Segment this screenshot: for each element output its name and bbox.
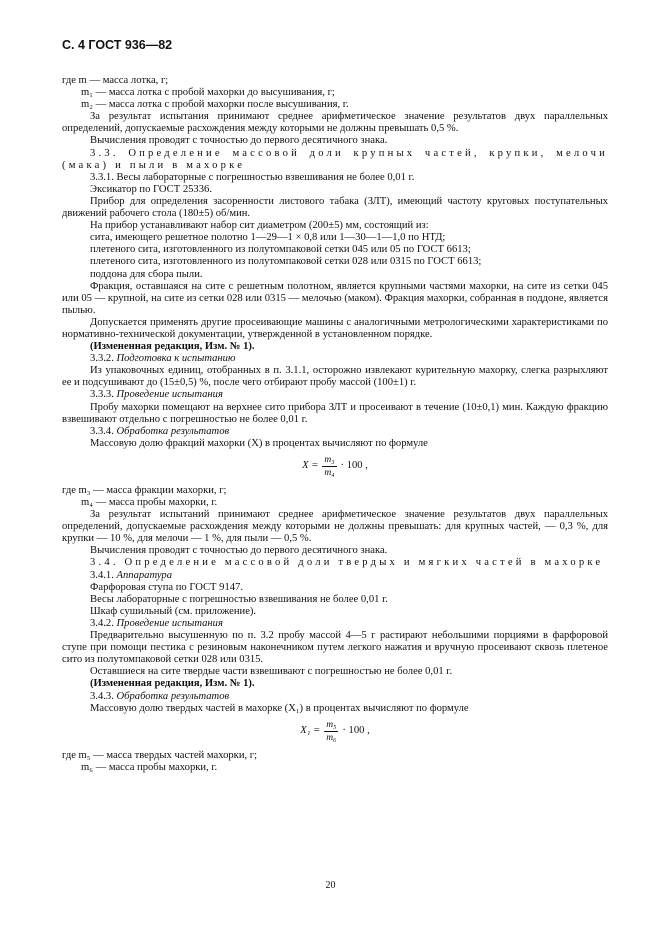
subsection-title: Проведение испытания [116, 389, 223, 401]
subsection-number: 3.4.3. [90, 690, 114, 702]
paragraph: Весы лабораторные с погрешностью взвешивания не более 0,01 г. [90, 593, 388, 605]
subsection-heading [62, 353, 608, 365]
page-header: С. 4 ГОСТ 936—82 [62, 38, 173, 52]
fraction-numerator: m₃ [324, 454, 335, 465]
text-line: где m₃ — масса фракции махорки, г; [62, 484, 227, 496]
subsection-heading [62, 618, 608, 630]
paragraph: Прибор для определения засоренности листового табака (ЗЛТ), имеющий частоту круговых поступательных движений рабочего стола (180±5) об/мин. [62, 195, 608, 220]
fraction [322, 455, 336, 478]
paragraph: Оставшиеся на сите твердые части взвешивают с погрешностью не более 0,01 г. [90, 666, 453, 678]
paragraph: Шкаф сушильный (см. приложение). [90, 605, 257, 617]
page-number: 20 [325, 880, 336, 891]
paragraph: Массовую долю фракций махорки (X) в процентах вычисляют по формуле [90, 437, 428, 449]
subsection-number: 3.3.3. [90, 389, 114, 401]
subsection-title: Подготовка к испытанию [116, 353, 236, 365]
subsection-heading [62, 691, 608, 703]
formula-x1 [62, 720, 608, 743]
paragraph: 3.3.1. Весы лабораторные с погрешностью взвешивания не более 0,01 г. [90, 171, 415, 183]
paragraph: Эксикатор по ГОСТ 25336. [90, 183, 212, 195]
list-item: поддона для сбора пыли. [90, 268, 203, 280]
subsection-heading [62, 426, 608, 438]
text-line: m₁ — масса лотка с пробой махорки до высушивания, г; [81, 87, 335, 99]
formula-rhs: · 100 , [340, 460, 368, 472]
fraction-numerator: m₅ [326, 719, 337, 730]
fraction [324, 720, 338, 743]
amendment-note: (Измененная редакция, Изм. № 1). [90, 678, 255, 690]
subsection-heading [62, 570, 608, 582]
paragraph: За результат испытаний принимают среднее арифметическое значение результатов двух параллельных определений, допускаемые расхождения между которыми не должны превышать: для крупных частей, — 0,3 %, для крупки — 10 %, для мелочи — 1 %, для пыли — 0,5 %. [62, 509, 608, 545]
subsection-title: Аппаратура [116, 569, 172, 581]
subsection-title: Проведение испытания [116, 617, 223, 629]
fraction-denominator: m₆ [326, 732, 337, 743]
section-heading: 3.4. Определение массовой доли твердых и мягких частей в махорке [90, 557, 604, 569]
text-line: m₄ — масса пробы махорки, г. [81, 497, 218, 508]
formula-lhs: X₁ = [300, 725, 321, 737]
paragraph: Предварительно высушенную по п. 3.2 пробу массой 4—5 г растирают небольшими порциями в фарфоровой ступе при помощи пестика с резиновым наконечником путем легкого нажатия и вручную просеивают сквозь плетеное сито из полутомпаковой сетки 028 или 0315. [62, 630, 608, 666]
paragraph: На прибор устанавливают набор сит диаметром (200±5) мм, состоящий из: [90, 220, 429, 232]
paragraph: Массовую долю твердых частей в махорке (X₁) в процентах вычисляют по формуле [90, 702, 469, 714]
paragraph: Пробу махорки помещают на верхнее сито прибора ЗЛТ и просеивают в течение (10±0,1) мин. Каждую фракцию взвешивают отдельно с погрешностью не более 0,01 г. [62, 401, 608, 425]
subsection-heading [62, 389, 608, 401]
paragraph: Допускается применять другие просеивающие машины с аналогичными метрологическими характеристиками по нормативно-технической документации, утвержденной в установленном порядке. [62, 316, 608, 340]
fraction-denominator: m₄ [324, 467, 335, 478]
section-heading: 3.3. Определение массовой доли крупных частей, крупки, мелочи (мака) и пыли в махорке [62, 147, 608, 171]
formula-lhs: X = [302, 460, 319, 472]
paragraph: За результат испытания принимают среднее арифметическое значение результатов двух параллельных определений, допускаемые расхождения между которыми не должны превышать 0,5 %. [62, 111, 608, 135]
paragraph: Вычисления проводят с точностью до первого десятичного знака. [90, 545, 388, 557]
subsection-number: 3.4.1. [90, 569, 114, 581]
subsection-title: Обработка результатов [116, 690, 230, 702]
paragraph: Фракция, оставшаяся на сите с решетным полотном, является крупными частями махорки, на сите из сетки 045 или 05 — крупной, на сите из сетки 028 или 0315 — мелочью (маком). Фракция махорки, собранная в поддоне, является пылью. [62, 280, 608, 316]
text-line: m₆ — масса пробы махорки, г. [81, 761, 218, 773]
list-item: плетеного сита, изготовленного из полутомпаковой сетки 028 или 0315 по ГОСТ 6613; [90, 256, 482, 268]
text-line: m₂ — масса лотка с пробой махорки после высушивания, г. [81, 99, 349, 111]
paragraph: Вычисления проводят с точностью до первого десятичного знака. [90, 135, 388, 147]
formula-rhs: · 100 , [342, 725, 370, 737]
list-item: сита, имеющего решетное полотно 1—29—1 × 0,8 или 1—30—1—1,0 по НТД; [90, 232, 446, 244]
paragraph: Фарфоровая ступа по ГОСТ 9147. [90, 581, 243, 593]
document-body [62, 75, 608, 774]
subsection-number: 3.4.2. [90, 617, 114, 629]
subsection-number: 3.3.4. [90, 425, 114, 437]
text-line: где m₅ — масса твердых частей махорки, г; [62, 749, 258, 761]
text-line: где m — масса лотка, г; [62, 75, 169, 86]
paragraph: Из упаковочных единиц, отобранных в п. 3.1.1, осторожно извлекают курительную махорку, слегка разрыхляют ее и подсушивают до (15±0,5) %, после чего отбирают пробу массой (100±1) г. [62, 365, 608, 389]
subsection-number: 3.3.2. [90, 353, 114, 365]
subsection-title: Обработка результатов [116, 425, 230, 437]
list-item: плетеного сита, изготовленного из полутомпаковой сетки 045 или 05 по ГОСТ 6613; [90, 244, 471, 256]
amendment-note: (Измененная редакция, Изм. № 1). [90, 341, 255, 353]
formula-x [62, 455, 608, 478]
